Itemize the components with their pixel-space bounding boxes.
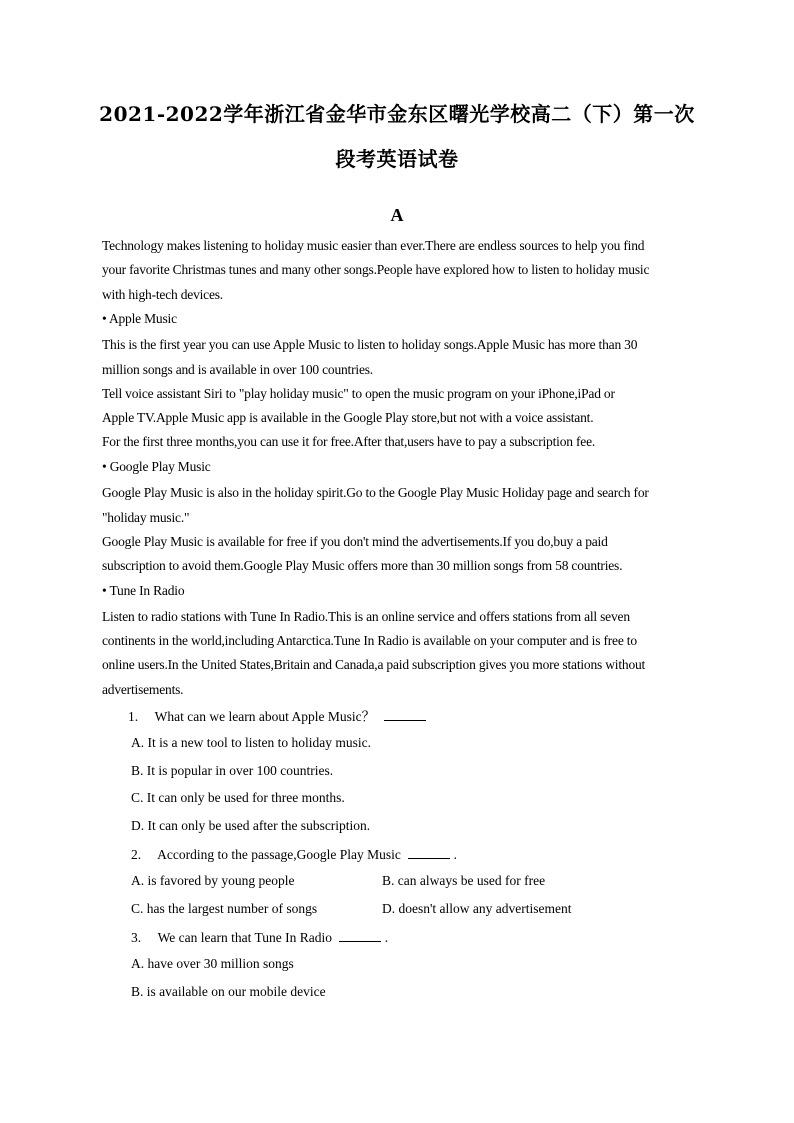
google-play-music-heading: • Google Play Music	[102, 459, 211, 474]
tune-in-radio-heading: • Tune In Radio	[102, 583, 185, 598]
passage-line: "holiday music."	[102, 510, 190, 525]
passage-line: Google Play Music is also in the holiday spirit.Go to the Google Play Music Holiday page and search for	[102, 485, 649, 500]
option-3b[interactable]: B. is available on our mobile device	[131, 984, 326, 999]
option-3a[interactable]: A. have over 30 million songs	[131, 956, 294, 971]
question-end: .	[453, 847, 457, 862]
passage-line: subscription to avoid them.Google Play Music offers more than 30 million songs from 58 countries.	[102, 558, 623, 573]
passage-line: continents in the world,including Antarctica.Tune In Radio is available on your computer and is free to	[102, 633, 637, 648]
section-heading: A	[390, 205, 404, 225]
question-stem: We can learn that Tune In Radio	[157, 930, 333, 945]
answer-blank[interactable]	[384, 708, 426, 721]
option-2a[interactable]: A. is favored by young people	[131, 873, 295, 888]
passage-line: advertisements.	[102, 682, 184, 697]
answer-blank[interactable]	[408, 846, 450, 859]
passage-line: For the first three months,you can use it for free.After that,users have to pay a subscription fee.	[102, 434, 596, 449]
question-3	[131, 929, 388, 946]
question-2	[131, 846, 457, 863]
answer-blank[interactable]	[339, 929, 381, 942]
passage-line: Technology makes listening to holiday music easier than ever.There are endless sources to help you find	[102, 238, 645, 253]
option-1b[interactable]: B. It is popular in over 100 countries.	[131, 763, 334, 778]
exam-title-line-2: 段考英语试卷	[335, 147, 459, 171]
apple-music-heading: • Apple Music	[102, 311, 177, 326]
passage-line: Listen to radio stations with Tune In Radio.This is an online service and offers stations from all seven	[102, 609, 630, 624]
passage-line: online users.In the United States,Britain and Canada,a paid subscription gives you more stations without	[102, 657, 646, 672]
option-1d[interactable]: D. It can only be used after the subscription.	[131, 818, 371, 833]
passage-line: This is the first year you can use Apple Music to listen to holiday songs.Apple Music has more than 30	[102, 337, 638, 352]
passage-line: Google Play Music is available for free if you don't mind the advertisements.If you do,buy a paid	[102, 534, 608, 549]
option-1a[interactable]: A. It is a new tool to listen to holiday music.	[131, 735, 371, 750]
question-number: 2.	[131, 847, 142, 862]
passage-line: your favorite Christmas tunes and many other songs.People have explored how to listen to holiday music	[102, 262, 650, 277]
option-2b[interactable]: B. can always be used for free	[382, 873, 546, 888]
question-stem: What can we learn about Apple Music？	[154, 709, 376, 724]
question-number: 3.	[131, 930, 142, 945]
option-2c[interactable]: C. has the largest number of songs	[131, 901, 318, 916]
passage-line: Apple TV.Apple Music app is available in the Google Play store,but not with a voice assistant.	[102, 410, 594, 425]
exam-title-line-1: 2021-2022学年浙江省金华市金东区曙光学校高二（下）第一次	[99, 102, 695, 126]
passage-line: million songs and is available in over 100 countries.	[102, 362, 373, 377]
question-number: 1.	[128, 709, 139, 724]
option-2d[interactable]: D. doesn't allow any advertisement	[382, 901, 572, 916]
question-stem: According to the passage,Google Play Music	[157, 847, 401, 862]
question-end: .	[384, 930, 389, 945]
passage-line: with high-tech devices.	[102, 287, 223, 302]
question-1	[128, 708, 426, 725]
option-1c[interactable]: C. It can only be used for three months.	[131, 790, 345, 805]
passage-line: Tell voice assistant Siri to "play holiday music" to open the music program on your iPhone,iPad or	[102, 386, 615, 401]
